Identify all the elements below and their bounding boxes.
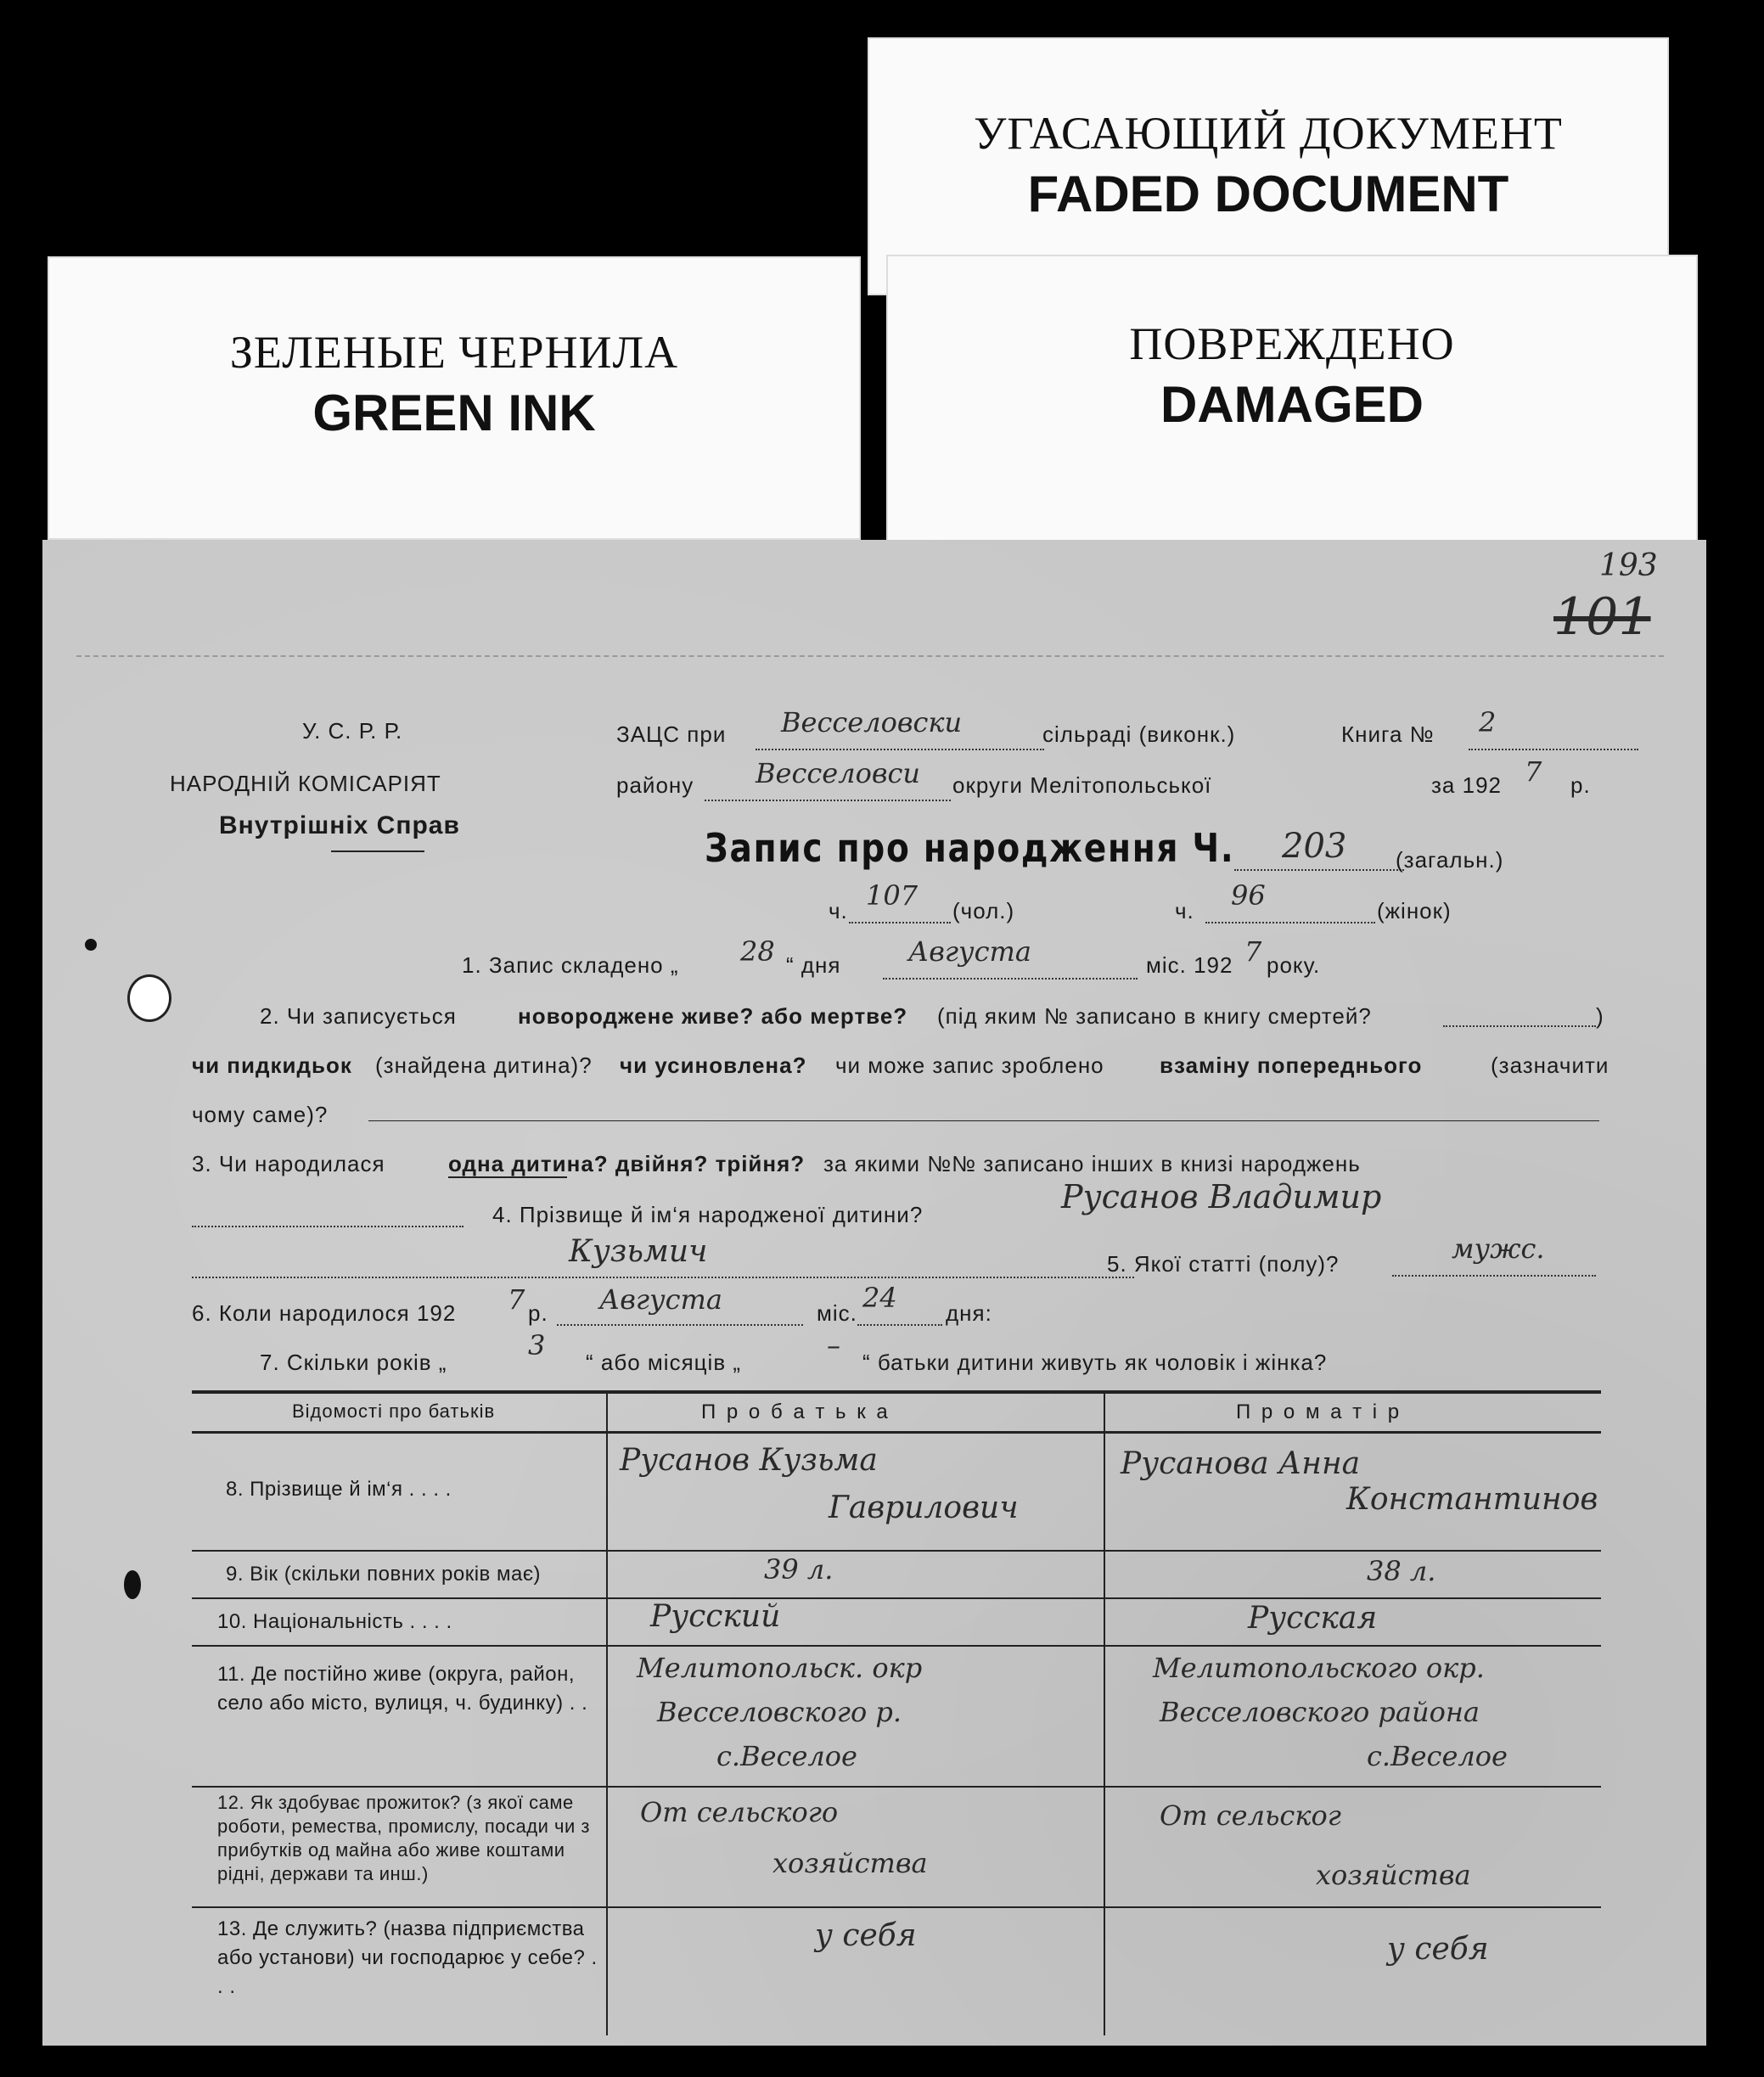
row12-mother-line2: хозяйства bbox=[1316, 1859, 1471, 1891]
rayon-line bbox=[705, 800, 951, 801]
q4-name-handwritten-1: Русанов Владимир bbox=[1061, 1178, 1382, 1215]
row10-father: Русский bbox=[650, 1599, 781, 1634]
table-col-divider-2 bbox=[1104, 1390, 1105, 2035]
record-number-line bbox=[1234, 869, 1404, 871]
q1-month-line bbox=[883, 978, 1138, 980]
row9-mother: 38 л. bbox=[1367, 1555, 1436, 1587]
q4-name-handwritten-2: Кузьмич bbox=[569, 1234, 708, 1269]
internal-affairs: Внутрішніх Справ bbox=[219, 811, 460, 839]
zags-prefix: ЗАЦС при bbox=[616, 721, 727, 747]
q2-b: новороджене живе? або мертве? bbox=[518, 1003, 908, 1029]
q2-f: (знайдена дитина)? bbox=[375, 1053, 593, 1078]
female-count-prefix: ч. bbox=[1175, 898, 1194, 923]
q1-b: “ дня bbox=[786, 952, 841, 978]
q2-i: взаміну попереднього bbox=[1160, 1053, 1423, 1078]
q2-d: ) bbox=[1596, 1003, 1604, 1029]
q3-a: 3. Чи народилася bbox=[192, 1151, 385, 1176]
punch-hole-1 bbox=[127, 974, 171, 1022]
header-parent-info: Відомості про батьків bbox=[292, 1401, 496, 1422]
female-count-line bbox=[1205, 922, 1375, 923]
q1-d: року. bbox=[1267, 952, 1321, 978]
row13-mother: у себя bbox=[1387, 1932, 1489, 1967]
male-count-prefix: ч. bbox=[829, 898, 848, 923]
top-tear-line bbox=[76, 655, 1664, 657]
row8-label: 8. Прізвище й ім‘я . . . . bbox=[226, 1478, 452, 1501]
row9-label: 9. Вік (скільки повних років має) bbox=[226, 1563, 542, 1586]
green-label-en: GREEN INK bbox=[312, 385, 596, 441]
q5-sex-handwritten: мужс. bbox=[1452, 1232, 1545, 1265]
female-count-label: (жінок) bbox=[1377, 898, 1452, 923]
record-general-label: (загальн.) bbox=[1396, 847, 1504, 873]
row11-bottom bbox=[192, 1786, 1601, 1788]
faded-label-ru: УГАСАЮЩИЙ ДОКУМЕНТ bbox=[974, 108, 1563, 159]
q1-month-handwritten: Августа bbox=[908, 935, 1031, 968]
q6-day-line bbox=[857, 1324, 942, 1326]
row11-father-line3: с.Веселое bbox=[716, 1740, 857, 1772]
row8-bottom bbox=[192, 1550, 1601, 1552]
q4-name-line-2 bbox=[192, 1277, 1134, 1278]
q6-month-handwritten: Августа bbox=[599, 1283, 722, 1316]
book-number-handwritten: 2 bbox=[1479, 706, 1497, 738]
row8-mother-line2: Константинов bbox=[1346, 1482, 1598, 1517]
rayon-handwritten: Весселовси bbox=[756, 757, 921, 789]
row13-label: 13. Де служить? (назва підприємства або установи) чи господарює у себе? . . . bbox=[217, 1917, 598, 1998]
q3-b: одна дитина? двійня? трійня? bbox=[448, 1151, 806, 1176]
green-ink-label bbox=[48, 256, 861, 540]
q6-year-handwritten: 7 bbox=[508, 1283, 525, 1316]
male-count-line bbox=[849, 922, 951, 923]
q5-sex-line bbox=[1392, 1275, 1596, 1277]
male-count-handwritten: 107 bbox=[866, 879, 919, 912]
row8-father-line1: Русанов Кузьма bbox=[620, 1443, 878, 1478]
q2-reason-line bbox=[368, 1120, 1599, 1121]
row12-father-line1: От сельского bbox=[640, 1796, 839, 1828]
row9-father: 39 л. bbox=[764, 1553, 834, 1586]
row12-mother-line1: От сельског bbox=[1160, 1799, 1341, 1832]
q7-b: “ або місяців „ bbox=[586, 1350, 742, 1375]
damaged-label bbox=[886, 255, 1698, 543]
row11-mother-line2: Весселовского района bbox=[1160, 1696, 1480, 1728]
q1-c: міс. 192 bbox=[1146, 952, 1233, 978]
q2-death-line bbox=[1443, 1025, 1596, 1027]
row11-father-line1: Мелитопольск. окр bbox=[637, 1652, 923, 1684]
book-number-line bbox=[1469, 749, 1638, 750]
q6-c: міс. bbox=[817, 1300, 857, 1326]
q4-label: 4. Прізвище й ім‘я народженої дитини? bbox=[492, 1202, 924, 1227]
row12-bottom bbox=[192, 1906, 1601, 1908]
year-suffix: р. bbox=[1570, 772, 1591, 798]
corner-number-new: 193 bbox=[1599, 548, 1658, 583]
q2-g: чи усиновлена? bbox=[620, 1053, 807, 1078]
row13-father: у себя bbox=[815, 1918, 917, 1953]
year-prefix: за 192 bbox=[1431, 772, 1502, 798]
male-count-label: (чол.) bbox=[952, 898, 1015, 923]
year-handwritten: 7 bbox=[1525, 755, 1542, 788]
row12-label: 12. Як здобуває прожиток? (з якої саме роботи, ремества, промислу, посади чи з прибутків од майна або живе коштами рідні, держави та инш.) bbox=[217, 1792, 590, 1884]
row10-bottom bbox=[192, 1645, 1601, 1647]
punch-hole-2 bbox=[124, 1570, 141, 1599]
row11-father-line2: Весселовского р. bbox=[657, 1696, 902, 1728]
q2-k: чому саме)? bbox=[192, 1102, 329, 1127]
q6-a: 6. Коли народилося 192 bbox=[192, 1300, 457, 1326]
zags-village-handwritten: Весселовски bbox=[781, 706, 963, 738]
q3-other-line bbox=[192, 1226, 463, 1227]
q6-d: дня: bbox=[946, 1300, 992, 1326]
rayon-prefix: району bbox=[616, 772, 694, 798]
birth-record-sheet bbox=[42, 540, 1706, 2046]
row11-mother-line1: Мелитопольского окр. bbox=[1153, 1652, 1485, 1684]
header-father: П р о б а т ь к а bbox=[701, 1401, 890, 1423]
header-mother: П р о м а т і р bbox=[1236, 1401, 1402, 1423]
record-title: Запис про народження Ч. bbox=[705, 825, 1235, 871]
q1-day-handwritten: 28 bbox=[740, 935, 775, 968]
zags-suffix: сільраді (виконк.) bbox=[1042, 721, 1236, 747]
row12-father-line2: хозяйства bbox=[772, 1847, 928, 1879]
punch-hole-3 bbox=[85, 939, 97, 951]
q3-b-underline bbox=[448, 1176, 567, 1178]
q6-day-handwritten: 24 bbox=[862, 1282, 897, 1314]
q7-months-handwritten: – bbox=[827, 1329, 840, 1361]
zags-village-line bbox=[756, 749, 1044, 750]
row10-label: 10. Національність . . . . bbox=[217, 1610, 452, 1633]
q7-c: “ батьки дитини живуть як чоловік і жінка? bbox=[862, 1350, 1328, 1375]
q3-c: за якими №№ записано інших в книзі народжень bbox=[823, 1151, 1361, 1176]
q2-a: 2. Чи записується bbox=[260, 1003, 457, 1029]
row8-mother-line1: Русанова Анна bbox=[1121, 1446, 1361, 1481]
row11-mother-line3: с.Веселое bbox=[1367, 1740, 1508, 1772]
table-col-divider-1 bbox=[606, 1390, 608, 2035]
damaged-label-en: DAMAGED bbox=[1160, 376, 1424, 433]
green-label-ru: ЗЕЛЕНЫЕ ЧЕРНИЛА bbox=[229, 327, 679, 378]
internal-affairs-underline bbox=[331, 850, 424, 852]
q2-c: (під яким № записано в книгу смертей? bbox=[937, 1003, 1372, 1029]
damaged-label-ru: ПОВРЕЖДЕНО bbox=[1129, 318, 1455, 369]
q6-month-line bbox=[557, 1324, 803, 1326]
faded-label-en: FADED DOCUMENT bbox=[1027, 166, 1509, 222]
q1-a: 1. Запис складено „ bbox=[462, 952, 679, 978]
q2-j: (зазначити bbox=[1491, 1053, 1610, 1078]
table-top-border bbox=[192, 1390, 1601, 1394]
q7-years-handwritten: 3 bbox=[528, 1329, 546, 1361]
q1-year-handwritten: 7 bbox=[1244, 935, 1262, 968]
row8-father-line2: Гаврилович bbox=[829, 1490, 1019, 1525]
corner-number-struck: 101 bbox=[1553, 587, 1651, 647]
commissariat-title: НАРОДНІЙ КОМІСАРІЯТ bbox=[170, 771, 441, 796]
ussr-abbrev: У. С. Р. Р. bbox=[302, 718, 403, 744]
q2-e: чи пидкидьок bbox=[192, 1053, 352, 1078]
table-header-bottom bbox=[192, 1431, 1601, 1434]
female-count-handwritten: 96 bbox=[1231, 879, 1266, 912]
q7-a: 7. Скільки років „ bbox=[260, 1350, 447, 1375]
book-label: Книга № bbox=[1341, 721, 1435, 747]
q6-b: р. bbox=[528, 1300, 548, 1326]
q2-h: чи може запис зроблено bbox=[835, 1053, 1104, 1078]
row9-bottom bbox=[192, 1597, 1601, 1599]
row10-mother: Русская bbox=[1248, 1601, 1378, 1636]
row11-label: 11. Де постійно живе (округа, район, село або місто, вулиця, ч. будинку) . . bbox=[217, 1663, 588, 1715]
record-number-handwritten: 203 bbox=[1282, 827, 1347, 866]
okrug-label: округи Мелітопольської bbox=[952, 772, 1212, 798]
q5-label: 5. Якої статті (полу)? bbox=[1107, 1251, 1340, 1277]
